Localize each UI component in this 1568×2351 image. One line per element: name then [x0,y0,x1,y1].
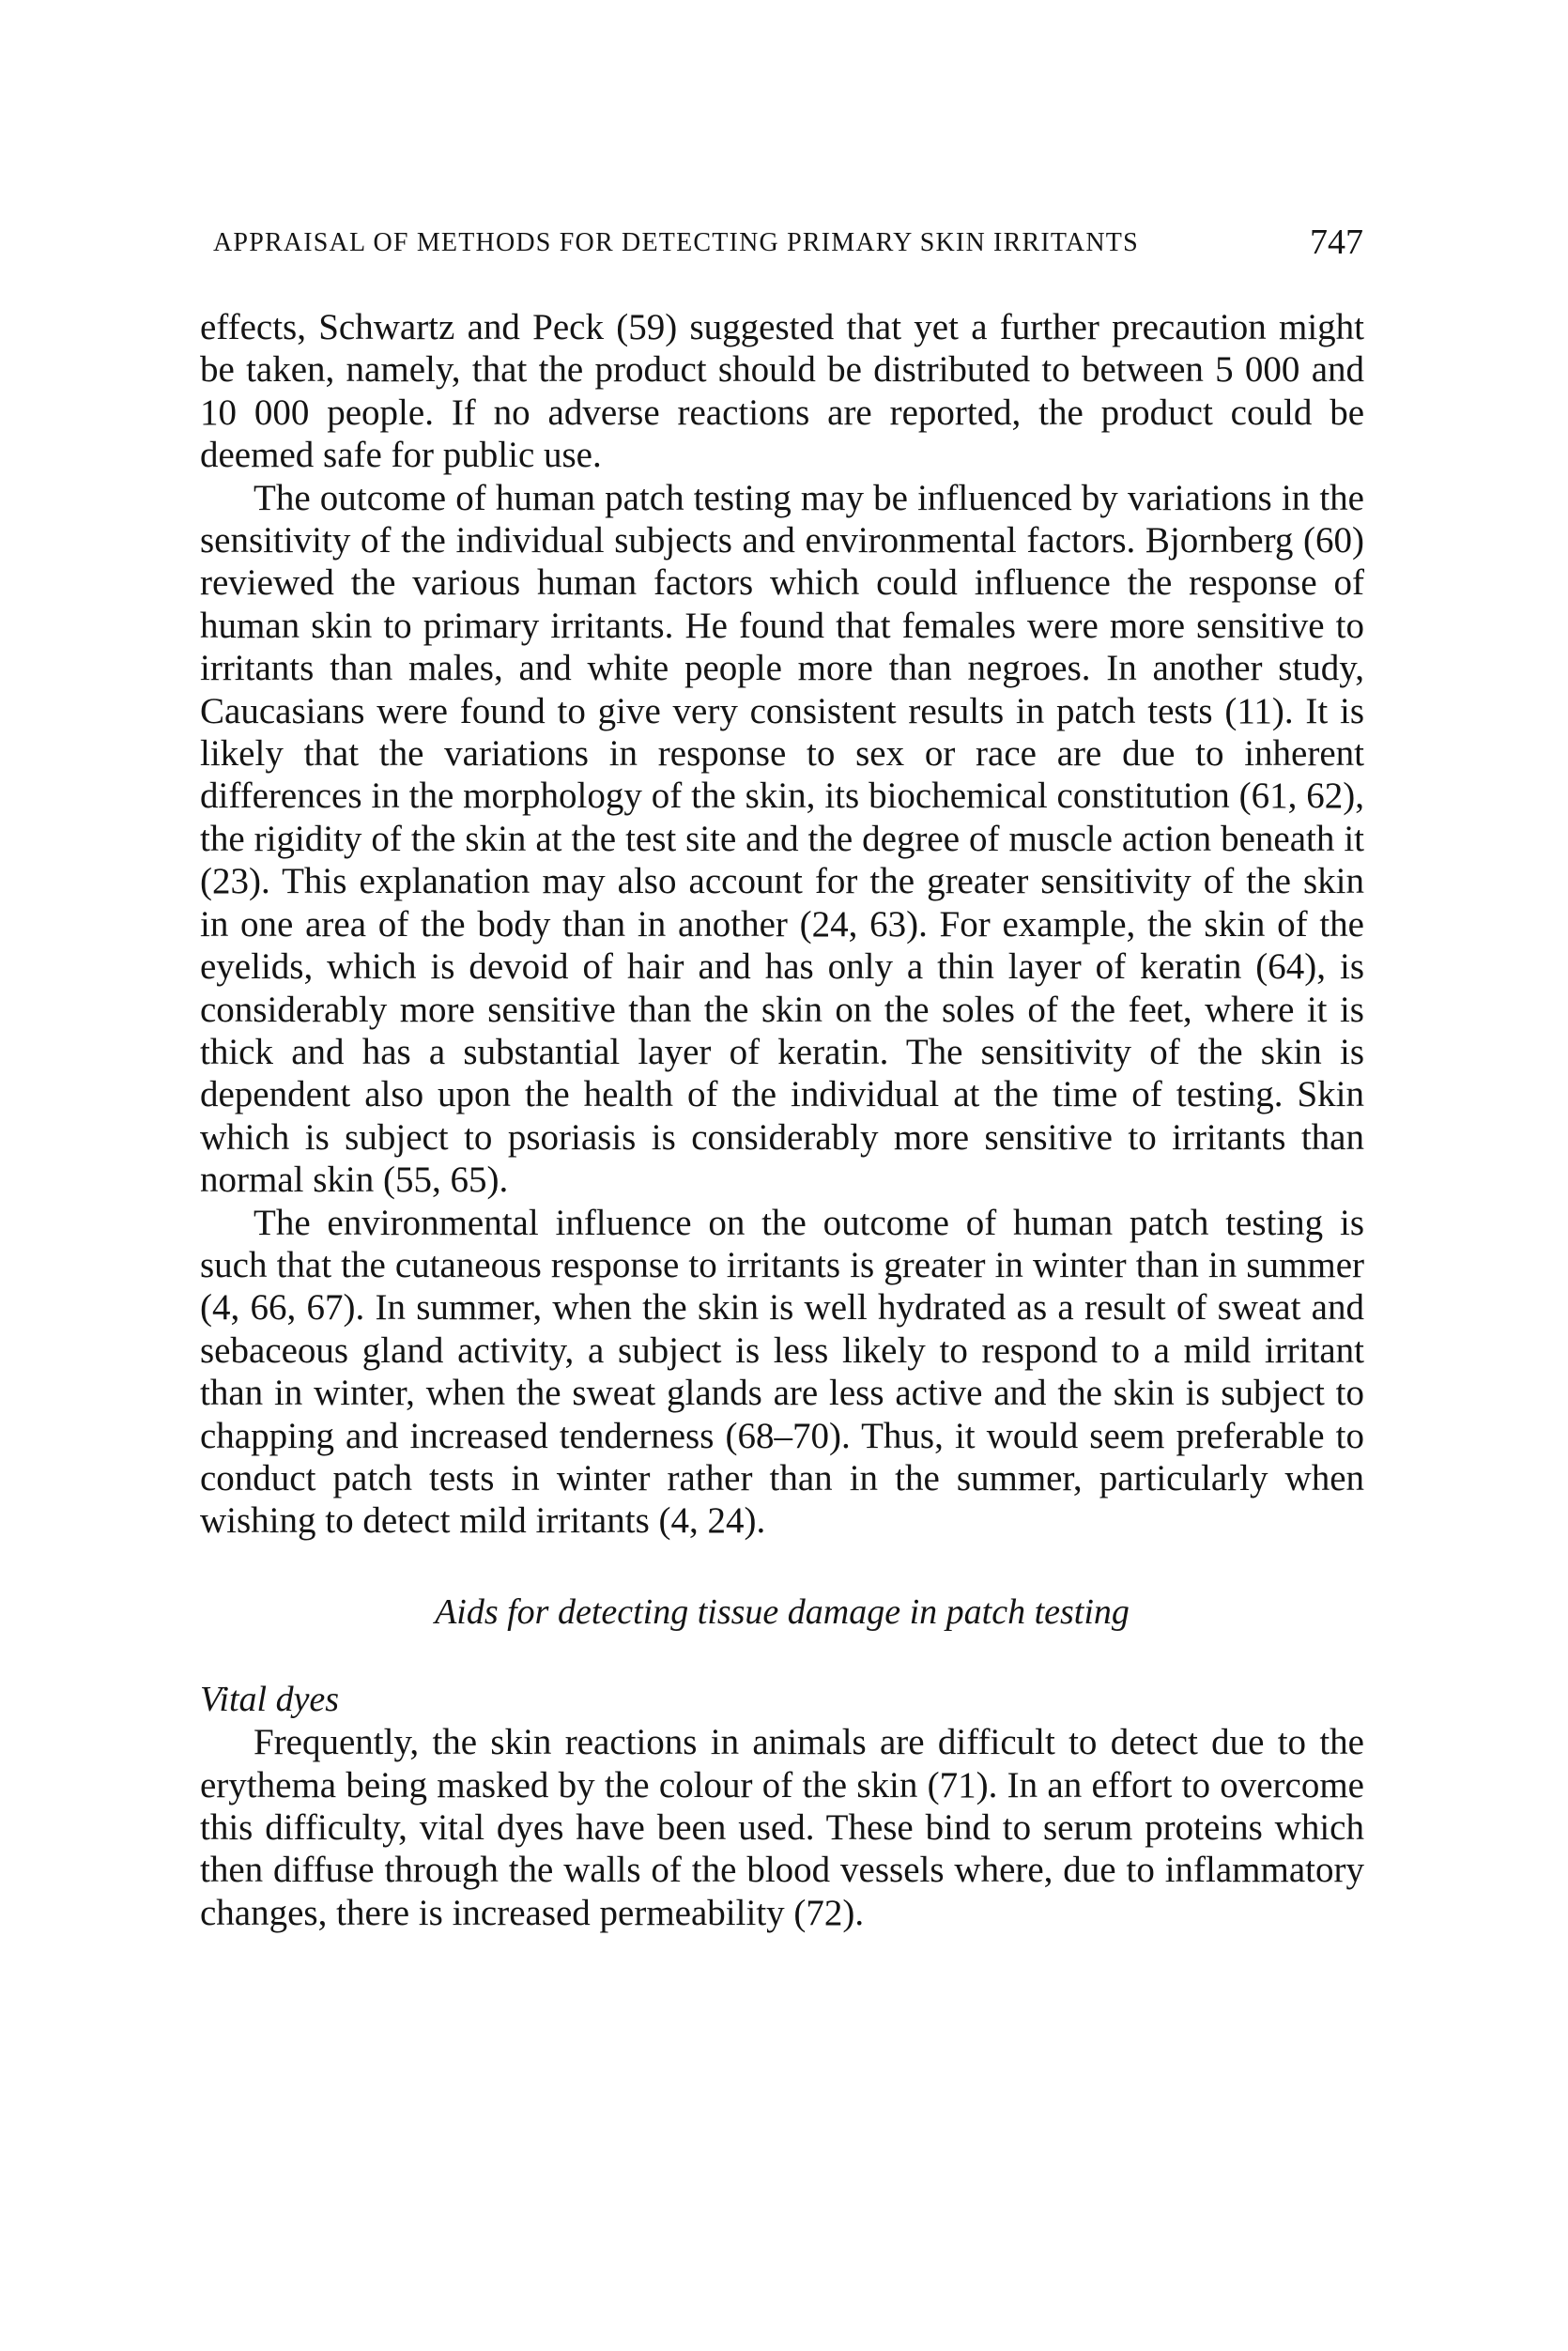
page-number: 747 [1310,223,1363,262]
paragraph-environmental-influence: The environmental influence on the outcome of human patch testing is such that the cutaneous response to irritants is greater in winter than in summer (4, 66, 67). In summer, when the skin is well hydrated as a result of sweat and sebaceous gland activity, a subject is less likely to respond to a mild irritant than in winter, when the sweat glands are less active and the skin is subject to chapping and increased tenderness (68–70). Thus, it would seem preferable to conduct patch tests in winter rather than in the summer, particularly when wishing to detect mild irritants (4, 24). [200,1202,1364,1542]
paragraph-continued: effects, Schwartz and Peck (59) suggested that yet a further precaution might be taken, namely, that the product should be distributed to between 5 000 and 10 000 people. If no adverse reactions are reported, the product could be deemed safe for public use. [200,307,1364,476]
subsection-heading: Vital dyes [200,1679,340,1719]
paragraph-human-factors: The outcome of human patch testing may be influenced by variations in the sensitivity of the individual subjects and environmental factors. Bjornberg (60) reviewed the various human factors which could influence the response of human skin to primary irritants. He found that females were more sensitive to irritants than males, and white people more than negroes. In another study, Caucasians were found to give very consistent results in patch tests (11). It is likely that the variations in response to sex or race are due to inherent differences in the morphology of the skin, its biochemical constitution (61, 62), the rigidity of the skin at the test site and the degree of muscle action beneath it (23). This explanation may also account for the greater sensitivity of the skin in one area of the body than in another (24, 63). For example, the skin of the eyelids, which is devoid of hair and has only a thin layer of keratin (64), is considerably more sensitive than the skin on the soles of the feet, where it is thick and has a substantial layer of keratin. The sensitivity of the skin is dependent also upon the health of the individual at the time of testing. Skin which is subject to psoriasis is considerably more sensitive to irritants than normal skin (55, 65). [200,477,1364,1201]
paragraph-vital-dyes: Frequently, the skin reactions in animals are difficult to detect due to the erythema being masked by the colour of the skin (71). In an effort to overcome this difficulty, vital dyes have been used. These bind to serum proteins which then diffuse through the walls of the blood vessels where, due to inflammatory changes, there is increased permeability (72). [200,1722,1364,1933]
section-heading: Aids for detecting tissue damage in patch testing [435,1591,1130,1632]
running-head [213,222,1363,264]
body-text [200,306,1364,1934]
running-head-title: APPRAISAL OF METHODS FOR DETECTING PRIMARY SKIN IRRITANTS [213,228,1139,257]
